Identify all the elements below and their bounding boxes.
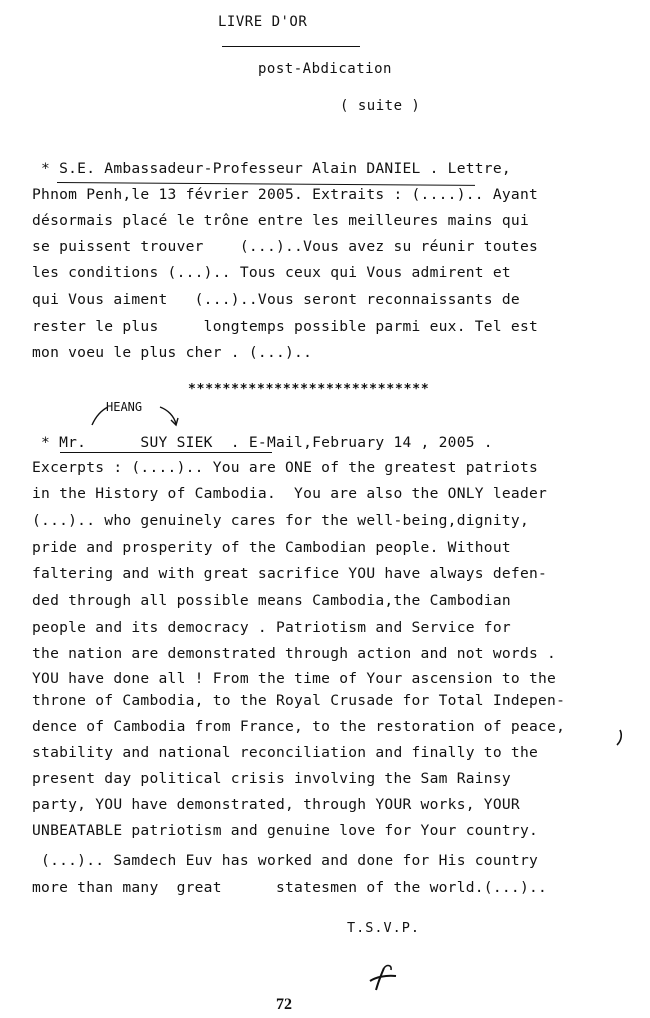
page-title: LIVRE D'OR xyxy=(218,14,308,30)
entry2-heading: * Mr. SUY SIEK . E-Mail,February 14 , 2005 . xyxy=(32,434,493,451)
entry2-line: ded through all possible means Cambodia,the Cambodian xyxy=(32,592,511,609)
entry2-line: pride and prosperity of the Cambodian people. Without xyxy=(32,539,511,556)
entry1-line: * S.E. Ambassadeur-Professeur Alain DANIEL . Lettre, xyxy=(32,160,511,177)
comma-mark xyxy=(617,730,621,745)
title-rule xyxy=(222,46,360,47)
entry2-line: party, YOU have demonstrated, through YOUR works, YOUR xyxy=(32,796,520,813)
handwritten-initial-cross xyxy=(370,976,396,981)
entry1-line: désormais placé le trône entre les meilleures mains qui xyxy=(32,212,529,229)
entry2-line: people and its democracy . Patriotism and Service for xyxy=(32,619,511,636)
entry1-line: se puissent trouver (...)..Vous avez su réunir toutes xyxy=(32,238,539,255)
entry2-line: UNBEATABLE patriotism and genuine love for Your country. xyxy=(32,822,539,839)
entry1-line: mon voeu le plus cher . (...).. xyxy=(32,344,313,361)
entry2-line: present day political crisis involving the Sam Rainsy xyxy=(32,770,511,787)
entry2-line: YOU have done all ! From the time of Your ascension to the xyxy=(32,670,557,687)
entry2-line: faltering and with great sacrifice YOU have always defen- xyxy=(32,565,548,582)
separator-stars: **************************** xyxy=(188,382,430,397)
entry2-line: dence of Cambodia from France, to the restoration of peace, xyxy=(32,718,566,735)
entry2-line: (...).. Samdech Euv has worked and done for His country xyxy=(32,852,539,869)
continuation-label: ( suite ) xyxy=(340,98,421,114)
handwritten-initial-stroke xyxy=(376,968,384,990)
entry2-line: stability and national reconciliation and finally to the xyxy=(32,744,539,761)
entry1-line: qui Vous aiment (...)..Vous seront reconnaissants de xyxy=(32,291,520,308)
entry2-line: more than many great statesmen of the world.(...).. xyxy=(32,879,548,896)
handwritten-insert-heang: HEANG xyxy=(106,400,143,414)
entry1-line: rester le plus longtemps possible parmi eux. Tel est xyxy=(32,318,539,335)
entry2-line: Excerpts : (....).. You are ONE of the greatest patriots xyxy=(32,459,539,476)
entry1-line: Phnom Penh,le 13 février 2005. Extraits : (....).. Ayant xyxy=(32,186,539,203)
insert-arrow-head xyxy=(171,418,178,425)
page-number: 72 xyxy=(276,996,292,1013)
entry2-line: in the History of Cambodia. You are also the ONLY leader xyxy=(32,485,548,502)
entry2-line: the nation are demonstrated through action and not words . xyxy=(32,645,557,662)
insert-arrow-right xyxy=(160,407,176,424)
entry2-line: (...).. who genuinely cares for the well-being,dignity, xyxy=(32,512,529,529)
entry2-name-underline xyxy=(60,452,272,453)
entry2-line: throne of Cambodia, to the Royal Crusade for Total Indepen- xyxy=(32,692,566,709)
page-subtitle: post-Abdication xyxy=(258,61,392,77)
handwritten-initial-loop xyxy=(384,966,391,970)
entry1-line: les conditions (...).. Tous ceux qui Vous admirent et xyxy=(32,264,511,281)
tsvp-note: T.S.V.P. xyxy=(347,920,421,936)
